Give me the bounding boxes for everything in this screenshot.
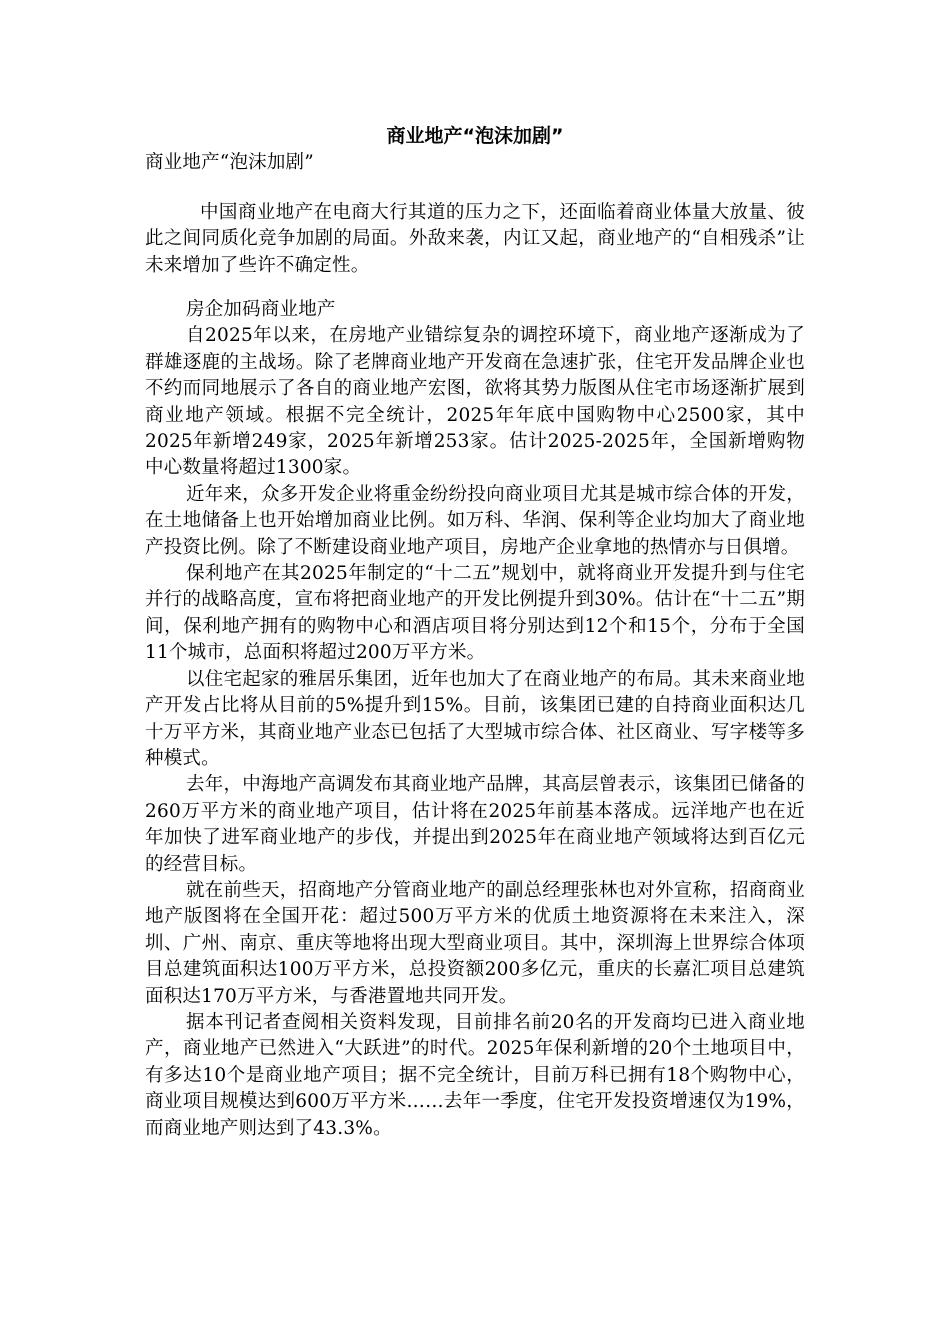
paragraph-6: 就在前些天，招商地产分管商业地产的副总经理张林也对外宣称，招商商业地产版图将在全国开花：超过500万平方米的优质土地资源将在未来注入，深圳、广州、南京、重庆等地将出现大型商业项目。其中，深圳海上世界综合体项目总建筑面积达100万平方米，总投资额200多亿元，重庆的长嘉汇项目总建筑面积达170万平方米，与香港置地共同开发。	[145, 879, 805, 1007]
document-title: 商业地产“泡沫加剧”	[386, 125, 564, 147]
paragraph-7: 据本刊记者查阅相关资料发现，目前排名前20名的开发商均已进入商业地产，商业地产已然进入“大跃进”的时代。2025年保利新增的20个土地项目中，有多达10个是商业地产项目；据不完全统计，目前万科已拥有18个购物中心，商业项目规模达到600万平方米……去年一季度，住宅开发投资增速仅为19%，而商业地产则达到了43.3%。	[145, 1011, 805, 1139]
paragraph-4: 以住宅起家的雅居乐集团，近年也加大了在商业地产的布局。其未来商业地产开发占比将从目前的5%提升到15%。目前，该集团已建的自持商业面积达几十万平方米，其商业地产业态已包括了大型城市综合体、社区商业、写字楼等多种模式。	[145, 668, 805, 769]
paragraph-1: 自2025年以来，在房地产业错综复杂的调控环境下，商业地产逐渐成为了群雄逐鹿的主战场。除了老牌商业地产开发商在急速扩张，住宅开发品牌企业也不约而同地展示了各自的商业地产宏图，欲将其势力版图从住宅市场逐渐扩展到商业地产领域。根据不完全统计，2025年年底中国购物中心2500家，其中2025年新增249家，2025年新增253家。估计2025-2025年，全国新增购物中心数量将超过1300家。	[145, 325, 805, 479]
section-heading: 房企加码商业地产	[186, 299, 336, 320]
paragraph-5: 去年，中海地产高调发布其商业地产品牌，其高层曾表示，该集团已储备的260万平方米的商业地产项目，估计将在2025年前基本落成。远洋地产也在近年加快了进军商业地产的步伐，并提出到2025年在商业地产领域将达到百亿元的经营目标。	[145, 774, 805, 875]
document-subtitle: 商业地产“泡沫加剧”	[145, 152, 314, 173]
section-block	[145, 297, 805, 1142]
paragraph-2: 近年来，众多开发企业将重金纷纷投向商业项目尤其是城市综合体的开发，在土地储备上也开始增加商业比例。如万科、华润、保利等企业均加大了商业地产投资比例。除了不断建设商业地产项目，房地产企业拿地的热情亦与日俱增。	[145, 483, 805, 558]
paragraph-3: 保利地产在其2025年制定的“十二五”规划中，就将商业开发提升到与住宅并行的战略高度，宣布将把商业地产的开发比例提升到30%。估计在“十二五”期间，保利地产拥有的购物中心和酒店项目将分别达到12个和15个，分布于全国11个城市，总面积将超过200万平方米。	[145, 563, 805, 664]
intro-paragraph: 中国商业地产在电商大行其道的压力之下，还面临着商业体量大放量、彼此之间同质化竞争加剧的局面。外敌来袭，内讧又起，商业地产的“自相残杀”让未来增加了些许不确定性。	[145, 202, 805, 276]
